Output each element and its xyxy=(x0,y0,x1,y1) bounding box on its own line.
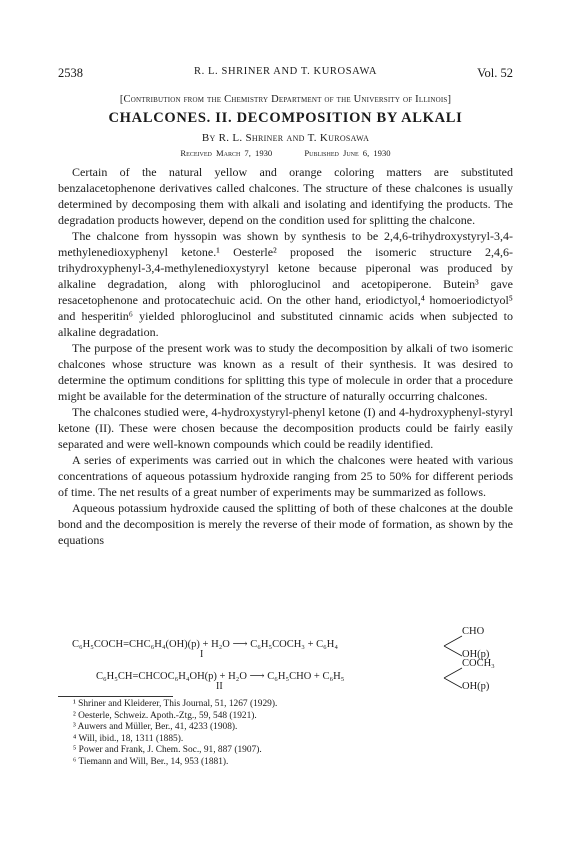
article-title: CHALCONES. II. DECOMPOSITION BY ALKALI xyxy=(108,110,463,126)
contribution-line: [Contribution from the Chemistry Department of the University of Illinois] xyxy=(119,94,452,105)
equation-substituent-bottom: OH(p) xyxy=(462,649,490,660)
running-head xyxy=(58,66,513,84)
page-number: 2538 xyxy=(58,66,83,80)
footnote: ² Oesterle, Schweiz. Apoth.-Ztg., 59, 548 (1921). xyxy=(73,710,257,721)
equation-label: I xyxy=(200,649,204,660)
volume-label: Vol. 52 xyxy=(477,66,513,80)
received-date: Received March 7, 1930 xyxy=(180,148,273,158)
substituent-bracket xyxy=(442,664,464,692)
article-dates xyxy=(58,148,513,158)
equation-substituent-top: CHO xyxy=(462,626,485,637)
paragraph: A series of experiments was carried out in which the chalcones were heated with various concentrations of aqueous potassium hydroxide ranging from 25 to 50% for different periods of time. The net results of a great number of experiments may be summarized as follows. xyxy=(58,453,513,499)
published-date: Published June 6, 1930 xyxy=(304,148,391,158)
equation-lhs: C₆H₅COCH=CHC₆H₄(OH)(p) + H₂O ⟶ C₆H₅COCH₃ + C₆H₄ xyxy=(72,639,339,650)
running-head-authors: R. L. SHRINER AND T. KUROSAWA xyxy=(193,66,378,77)
footnote: ³ Auwers and Müller, Ber., 41, 4233 (1908). xyxy=(73,722,238,733)
byline: By R. L. Shriner and T. Kurosawa xyxy=(201,132,370,144)
equation-label: II xyxy=(216,681,223,692)
equation-substituent-top: COCH₃ xyxy=(462,658,495,669)
footnote: ⁵ Power and Frank, J. Chem. Soc., 91, 887 (1907). xyxy=(73,745,262,756)
equation-substituent-bottom: OH(p) xyxy=(462,681,490,692)
paragraph: The chalcones studied were, 4-hydroxystyryl-phenyl ketone (I) and 4-hydroxyphenyl-styryl ketone (II). These were chosen because the decomposition products could be fairly easily separated and were well-known compounds which could be readily identified. xyxy=(58,405,513,451)
article-body xyxy=(58,164,513,548)
equation-lhs: C₆H₅CH=CHCOC₆H₄OH(p) + H₂O ⟶ C₆H₅CHO + C₆H₅ xyxy=(96,671,345,682)
paragraph: Aqueous potassium hydroxide caused the splitting of both of these chalcones at the double bond and the decomposition is merely the reverse of their mode of formation, as shown by the equations xyxy=(58,501,513,547)
footnote: ⁴ Will, ibid., 18, 1311 (1885). xyxy=(73,733,184,744)
substituent-bracket xyxy=(442,632,464,660)
footnotes xyxy=(73,699,513,769)
paragraph: The purpose of the present work was to study the decomposition by alkali of two isomeric chalcones whose structure was known as a result of their synthesis. It was desired to determine the optimum conditions for splitting this type of molecule in order that a procedure might be available for the determination of the structure of naturally occurring chalcones. xyxy=(58,341,513,403)
paragraph: The chalcone from hyssopin was shown by synthesis to be 2,4,6-trihydroxystyryl-3,4-methylenedioxyphenyl ketone.¹ Oesterle² proposed the isomeric structure 2,4,6-trihydroxyphenyl-3,4-methylenedioxystyryl ketone because piperonal was produced by alkaline degradation, along with phloroglucinol and acetopiperone. Butein³ gave resacetophenone and protocatechuic acid. On the other hand, eriodictyol,⁴ homoeriodictyol⁵ and hesperitin⁶ yielded phloroglucinol and substituted cinnamic acids when subjected to alkaline degradation. xyxy=(58,229,513,339)
reaction-equations xyxy=(58,626,513,694)
footnote: ⁶ Tiemann and Will, Ber., 14, 953 (1881). xyxy=(73,756,229,767)
paragraph: Certain of the natural yellow and orange coloring matters are substituted benzalacetophenone derivatives called chalcones. The structure of these chalcones is usually determined by decomposing them with alkali and isolating and identifying the products. The degradation products however, depend on the condition used for splitting the chalcone. xyxy=(58,165,513,227)
footnote: ¹ Shriner and Kleiderer, This Journal, 51, 1267 (1929). xyxy=(73,699,278,709)
footnote-divider xyxy=(58,696,173,697)
